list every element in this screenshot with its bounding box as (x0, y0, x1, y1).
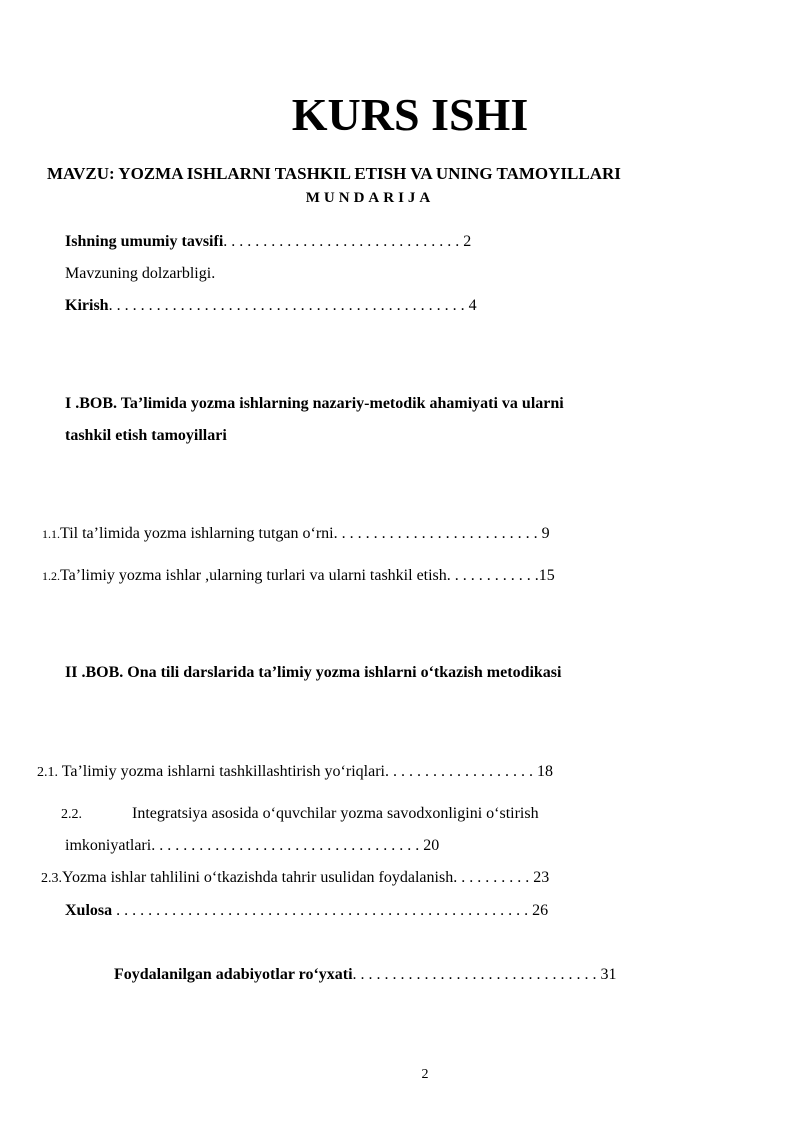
toc-entry-label: Foydalanilgan adabiyotlar ro‘yxati (114, 966, 353, 983)
toc-entry-2-2 (61, 805, 539, 823)
toc-entry-2-2-continued: imkoniyatlari. . . . . . . . . . . . . . . . . . . . . . . . . . . . . . . . . . 20 (65, 837, 440, 854)
section-text: Til ta’limida yozma ishlarning tutgan o‘rni. . . . . . . . . . . . . . . . . . . . . . . . . . 9 (60, 525, 550, 542)
toc-entry-1-2 (42, 567, 555, 585)
topic-heading: MAVZU: YOZMA ISHLARNI TASHKIL ETISH VA UNING TAMOYILLARI (47, 164, 621, 183)
toc-entry-label: Ishning umumiy tavsifi (65, 233, 224, 250)
section-number: 1.2. (42, 569, 60, 583)
document-title: KURS ISHI (291, 89, 529, 140)
toc-entry-1-1 (42, 525, 550, 543)
toc-entry-leader: . . . . . . . . . . . . . . . . . . . . . . . . . . . . . . . . . . . . . . . . . . . . . 4 (108, 297, 477, 314)
section-number: 1.1. (42, 527, 60, 541)
toc-entry-tavsif (65, 233, 471, 251)
section-number: 2.2. (61, 807, 82, 822)
toc-entry-leader: . . . . . . . . . . . . . . . . . . . . . . . . . . . . . . 2 (223, 233, 472, 250)
chapter-2-heading: II .BOB. Ona tili darslarida ta’limiy yozma ishlarni o‘tkazish metodikasi (65, 664, 562, 681)
toc-entry-2-3 (41, 869, 549, 887)
contents-heading: MUNDARIJA (305, 190, 435, 206)
toc-entry-adabiyot (114, 966, 617, 984)
toc-entry-dolzarblik: Mavzuning dolzarbligi. (65, 265, 216, 282)
chapter-1-heading-line2: tashkil etish tamoyillari (65, 427, 227, 444)
section-number: 2.3. (41, 871, 62, 886)
toc-entry-xulosa (65, 902, 548, 920)
section-text: Ta’limiy yozma ishlarni tashkillashtirish yo‘riqlari. . . . . . . . . . . . . . . . . . . 18 (58, 763, 553, 780)
chapter-1-heading-line1: I .BOB. Ta’limida yozma ishlarning nazariy-metodik ahamiyati va ularni (65, 395, 564, 412)
toc-entry-leader: . . . . . . . . . . . . . . . . . . . . . . . . . . . . . . . . . . . . . . . . . . . . . . . . . . . . 26 (112, 902, 549, 919)
page-number: 2 (421, 1067, 429, 1082)
toc-entry-label: Xulosa (65, 902, 113, 919)
section-text: Ta’limiy yozma ishlar ,ularning turlari va ularni tashkil etish. . . . . . . . . . . .15 (60, 567, 555, 584)
toc-entry-kirish (65, 297, 477, 315)
section-text: Yozma ishlar tahlilini o‘tkazishda tahrir usulidan foydalanish. . . . . . . . . . 23 (62, 869, 550, 886)
section-number: 2.1. (37, 765, 58, 780)
toc-entry-label: Kirish (65, 297, 109, 314)
section-text: Integratsiya asosida o‘quvchilar yozma savodxonligini o‘stirish (132, 805, 539, 822)
toc-entry-leader: . . . . . . . . . . . . . . . . . . . . . . . . . . . . . . . 31 (352, 966, 617, 983)
toc-entry-2-1 (37, 763, 553, 781)
